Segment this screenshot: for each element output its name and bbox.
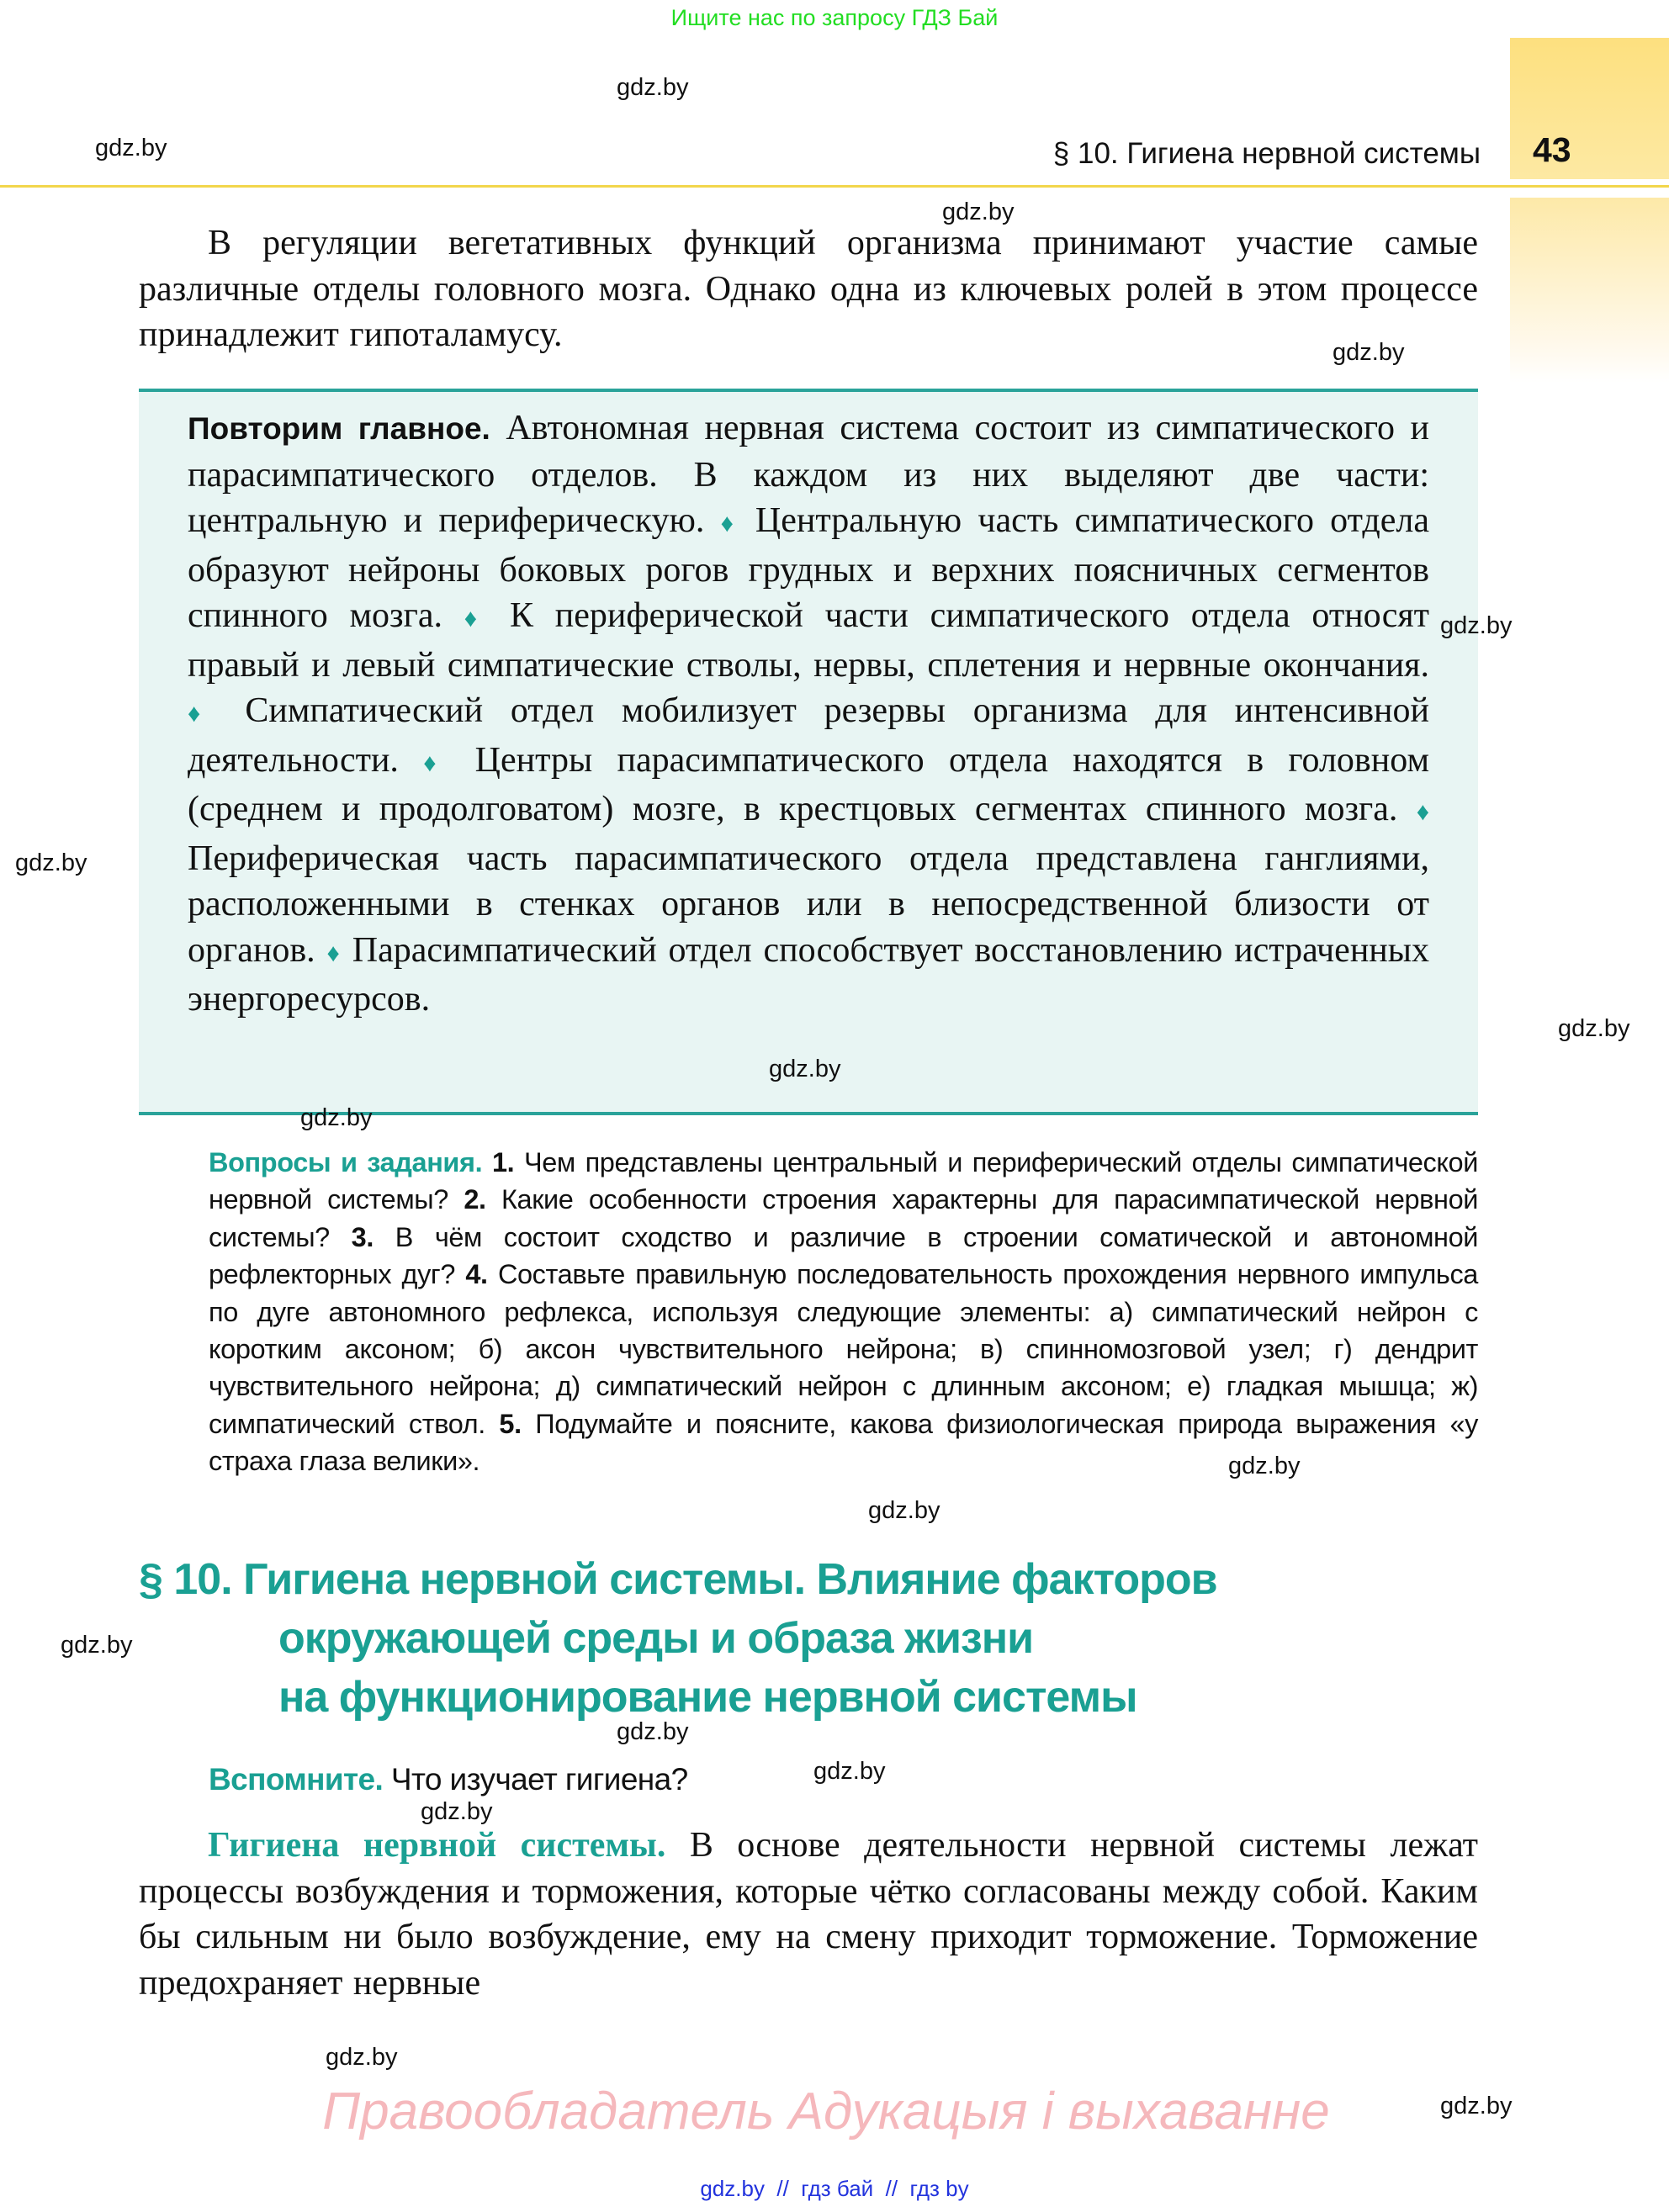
section-heading bbox=[139, 1550, 1401, 1727]
watermark-text: gdz.by bbox=[300, 1104, 373, 1131]
page-tab-gradient bbox=[1510, 198, 1669, 383]
question-number: 4. bbox=[465, 1259, 488, 1290]
body-paragraph bbox=[139, 1823, 1478, 2006]
section-number: § 10. bbox=[139, 1555, 232, 1604]
footer-links[interactable]: gdz.by // гдз бай // гдз by bbox=[700, 2176, 969, 2201]
page-number: 43 bbox=[1533, 130, 1571, 169]
watermark-text: gdz.by bbox=[15, 849, 87, 876]
watermark-text: gdz.by bbox=[1558, 1015, 1630, 1042]
watermark-text: gdz.by bbox=[769, 1056, 841, 1082]
watermark-text: gdz.by bbox=[942, 198, 1015, 225]
summary-item: Центральную часть симпатического отдела образуют нейроны боковых рогов грудных и верхних поясничных сегментов спинного мозга. bbox=[188, 501, 1430, 635]
section-heading-line-1: § 10. Гигиена нервной системы. Влияние факторов bbox=[139, 1555, 1217, 1604]
diamond-icon: ♦ bbox=[1416, 798, 1430, 826]
watermark-text: gdz.by bbox=[868, 1497, 940, 1524]
watermark-text: gdz.by bbox=[813, 1758, 886, 1785]
watermark-text: gdz.by bbox=[95, 135, 167, 161]
questions-lead: Вопросы и задания. bbox=[209, 1147, 483, 1177]
question-number: 1. bbox=[491, 1147, 515, 1177]
intro-paragraph: В регуляции вегетативных функций организма принимают участие самые различные отделы головного мозга. Однако одна из ключевых ролей в этом процессе принадлежит гипоталамусу. bbox=[139, 224, 1478, 354]
diamond-icon: ♦ bbox=[423, 749, 451, 777]
question-number: 3. bbox=[351, 1221, 374, 1252]
body-text: В основе деятельности нервной системы лежат процессы возбуждения и торможения, которые чётко согласованы между собой. Каким бы сильным ни было возбуждение, ему на смену приходит торможение. Торможение предохраняет нервные bbox=[139, 1826, 1479, 2003]
question-text: Какие особенности строения характерны для парасимпатической нервной системы? bbox=[209, 1184, 1479, 1252]
summary-item: Центры парасимпатического отдела находятся в головном (среднем и продолговатом) мозге, в крестцовых сегментах спинного мозга. bbox=[188, 740, 1430, 828]
watermark-text: gdz.by bbox=[617, 74, 689, 101]
question-number: 2. bbox=[464, 1184, 486, 1215]
summary-lead: Повторим главное. bbox=[188, 411, 490, 446]
watermark-text: gdz.by bbox=[1440, 612, 1513, 639]
body-lead: Гигиена нервной системы. bbox=[208, 1826, 666, 1865]
section-heading-line-3: на функционирование нервной системы bbox=[278, 1673, 1137, 1722]
recall-lead: Вспомните. bbox=[209, 1762, 384, 1797]
watermark-text: gdz.by bbox=[61, 1632, 133, 1659]
summary-item: Автономная нервная система состоит из симпатического и парасимпатического отделов. В каждом из них выделяют две части: центральную и периферическую. bbox=[188, 409, 1430, 540]
recall-text: Что изучает гигиена? bbox=[390, 1762, 688, 1797]
section-heading-line-2: окружающей среды и образа жизни bbox=[278, 1614, 1034, 1663]
question-text: Составьте правильную последовательность прохождения нервного импульса по дуге автономного рефлекса, используя следующие элементы: а) симпатический нейрон с коротким аксоном; б) аксон чувствительного нейрона; в) спинномозговой узел; г) дендрит чувствительного нейрона; д) симпатический нейрон с длинным аксоном; е) гладкая мышца; ж) симпатический ствол. bbox=[209, 1259, 1478, 1439]
recall-prompt bbox=[209, 1762, 688, 1797]
summary-item: Симпатический отдел мобилизует резервы организма для интенсивной деятельности. bbox=[188, 691, 1430, 780]
summary-item: Парасимпатический отдел способствует восстановлению истраченных энергоресурсов. bbox=[188, 930, 1429, 1019]
summary-item: К периферической части симпатического отдела относят правый и левый симпатические стволы, нервы, сплетения и нервные окончания. bbox=[188, 596, 1430, 685]
questions-block bbox=[209, 1144, 1478, 1480]
watermark-text: gdz.by bbox=[617, 1718, 689, 1745]
question-text: Подумайте и поясните, какова физиологическая природа выражения «у страха глаза велики». bbox=[209, 1408, 1478, 1477]
diamond-icon: ♦ bbox=[464, 605, 489, 632]
watermark-text: gdz.by bbox=[421, 1798, 493, 1825]
summary-item: Периферическая часть парасимпатического отдела представлена ганглиями, расположенными в стенках органов или в непосредственной близости от органов. bbox=[188, 839, 1429, 970]
watermark-text: gdz.by bbox=[1333, 339, 1405, 366]
diamond-icon: ♦ bbox=[326, 939, 342, 967]
watermark-text: gdz.by bbox=[326, 2044, 398, 2071]
copyright-notice: Правообладатель Адукацыя і выхаванне bbox=[322, 2082, 1330, 2141]
watermark-text: gdz.by bbox=[1440, 2093, 1513, 2119]
question-number: 5. bbox=[499, 1408, 522, 1439]
top-banner[interactable]: Ищите нас по запросу ГДЗ Бай bbox=[670, 5, 999, 30]
running-title: § 10. Гигиена нервной системы bbox=[1052, 137, 1481, 170]
diamond-icon: ♦ bbox=[720, 510, 739, 537]
question-text: Чем представлены центральный и периферический отделы симпатической нервной системы? bbox=[209, 1147, 1478, 1215]
header-rule bbox=[0, 185, 1669, 188]
question-text: В чём состоит сходство и различие в строении соматической и автономной рефлекторных дуг? bbox=[209, 1221, 1479, 1290]
diamond-icon: ♦ bbox=[188, 700, 218, 728]
watermark-text: gdz.by bbox=[1228, 1453, 1301, 1479]
summary-text bbox=[188, 405, 1429, 1023]
